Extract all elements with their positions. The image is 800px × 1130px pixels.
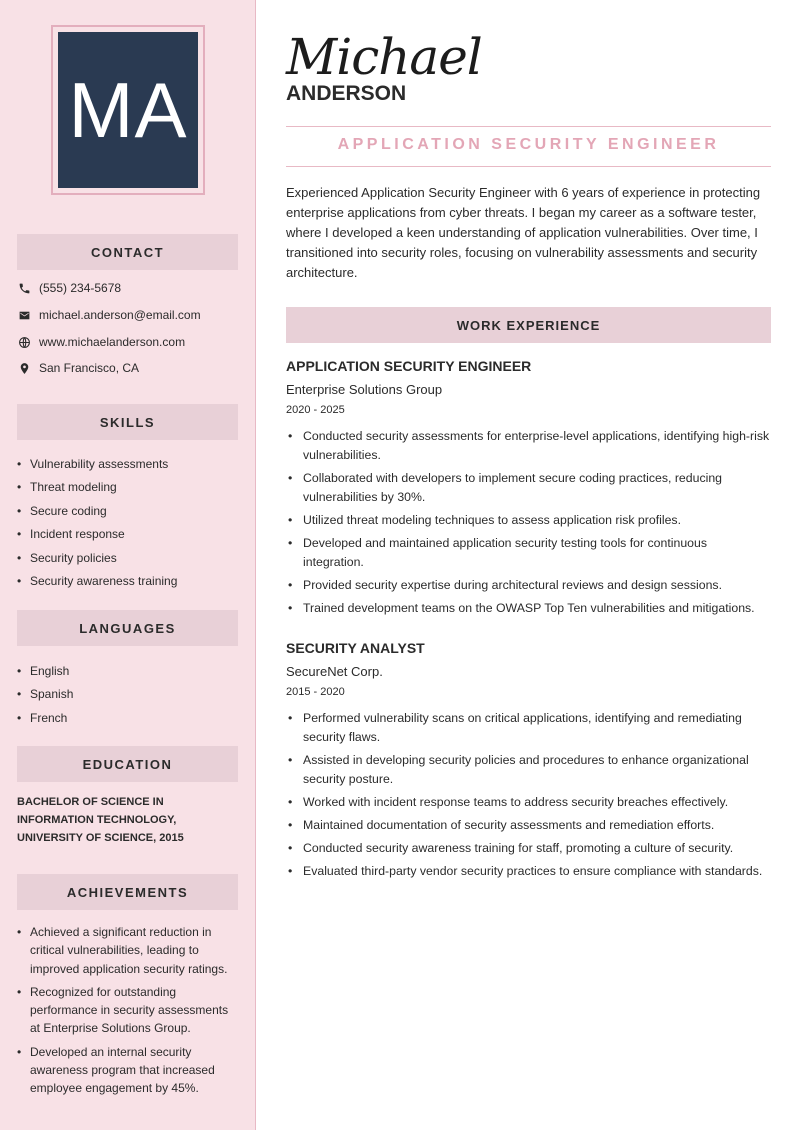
list-item: • Achieved a significant reduction in critical vulnerabilities, leading to improved application security ratings. bbox=[17, 923, 239, 978]
education-heading: EDUCATION bbox=[17, 746, 238, 782]
list-item: • Incident response bbox=[17, 523, 242, 546]
job-role: SECURITY ANALYST bbox=[286, 640, 425, 656]
list-item: • Performed vulnerability scans on critical applications, identifying and remediating security flaws. bbox=[286, 709, 771, 747]
monogram-frame bbox=[51, 25, 205, 195]
job-duties bbox=[286, 709, 771, 885]
achievements-heading: ACHIEVEMENTS bbox=[17, 874, 238, 910]
job-duties bbox=[286, 427, 771, 622]
website-link[interactable]: www.michaelanderson.com bbox=[39, 335, 186, 349]
location-pin-icon bbox=[17, 361, 31, 375]
list-item: • Worked with incident response teams to address security breaches effectively. bbox=[286, 793, 771, 812]
first-name: Michael bbox=[286, 28, 482, 86]
list-item: • Maintained documentation of security assessments and remediation efforts. bbox=[286, 816, 771, 835]
divider-bottom bbox=[286, 166, 771, 167]
job-title: APPLICATION SECURITY ENGINEER bbox=[337, 136, 720, 153]
contact-heading: CONTACT bbox=[17, 234, 238, 270]
list-item: • Conducted security assessments for enterprise-level applications, identifying high-risk vulnerabilities. bbox=[286, 427, 771, 465]
list-item: • Developed and maintained application security testing tools for continuous integration. bbox=[286, 534, 771, 572]
skills-heading: SKILLS bbox=[17, 404, 238, 440]
contact-website bbox=[17, 334, 185, 350]
contact-email bbox=[17, 307, 201, 323]
list-item: • Evaluated third-party vendor security practices to ensure compliance with standards. bbox=[286, 862, 771, 881]
list-item: • Spanish bbox=[17, 683, 242, 706]
job-company: Enterprise Solutions Group bbox=[286, 382, 443, 397]
globe-icon bbox=[17, 335, 31, 349]
contact-location bbox=[17, 360, 139, 376]
job-dates: 2020 - 2025 bbox=[286, 404, 345, 416]
list-item: • Conducted security awareness training for staff, promoting a culture of security. bbox=[286, 839, 771, 858]
skills-list bbox=[17, 453, 242, 593]
email-link[interactable]: michael.anderson@email.com bbox=[39, 308, 201, 322]
last-name: ANDERSON bbox=[286, 82, 407, 105]
phone-text: (555) 234-5678 bbox=[39, 281, 122, 295]
education-text: BACHELOR OF SCIENCE IN INFORMATION TECHNOLOGY, UNIVERSITY OF SCIENCE, 2015 bbox=[17, 796, 184, 844]
list-item: • Provided security expertise during architectural reviews and design sessions. bbox=[286, 576, 771, 595]
list-item: • Collaborated with developers to implement secure coding practices, reducing vulnerabilities by 30%. bbox=[286, 469, 771, 507]
list-item: • Security awareness training bbox=[17, 570, 242, 593]
list-item: • English bbox=[17, 660, 242, 683]
list-item: • Recognized for outstanding performance in security assessments at Enterprise Solutions Group. bbox=[17, 983, 239, 1038]
list-item: • French bbox=[17, 707, 242, 730]
list-item: • Threat modeling bbox=[17, 476, 242, 499]
languages-heading: LANGUAGES bbox=[17, 610, 238, 646]
divider-top bbox=[286, 126, 771, 127]
summary: Experienced Application Security Engineer with 6 years of experience in protecting enterprise applications from cyber threats. I began my career as a software tester, where I developed a keen understanding of application vulnerabilities. Over time, I transitioned into security roles, focusing on vulnerability assessments and security architecture. bbox=[286, 185, 761, 280]
achievements-list bbox=[17, 923, 239, 1098]
job-role: APPLICATION SECURITY ENGINEER bbox=[286, 358, 532, 374]
contact-phone bbox=[17, 280, 121, 296]
mail-icon bbox=[17, 308, 31, 322]
job-dates: 2015 - 2020 bbox=[286, 686, 345, 698]
location-text: San Francisco, CA bbox=[39, 361, 140, 375]
list-item: • Secure coding bbox=[17, 500, 242, 523]
list-item: • Developed an internal security awareness program that increased employee engagement by 45%. bbox=[17, 1043, 239, 1098]
list-item: • Security policies bbox=[17, 547, 242, 570]
list-item: • Trained development teams on the OWASP Top Ten vulnerabilities and mitigations. bbox=[286, 599, 771, 618]
languages-list bbox=[17, 660, 242, 730]
phone-icon bbox=[17, 281, 31, 295]
list-item: • Assisted in developing security policies and procedures to enhance organizational security posture. bbox=[286, 751, 771, 789]
job-company: SecureNet Corp. bbox=[286, 664, 383, 679]
monogram: MA bbox=[58, 32, 198, 188]
work-experience-heading: WORK EXPERIENCE bbox=[286, 307, 771, 343]
list-item: • Utilized threat modeling techniques to assess application risk profiles. bbox=[286, 511, 771, 530]
sidebar bbox=[0, 0, 256, 1130]
list-item: • Vulnerability assessments bbox=[17, 453, 242, 476]
